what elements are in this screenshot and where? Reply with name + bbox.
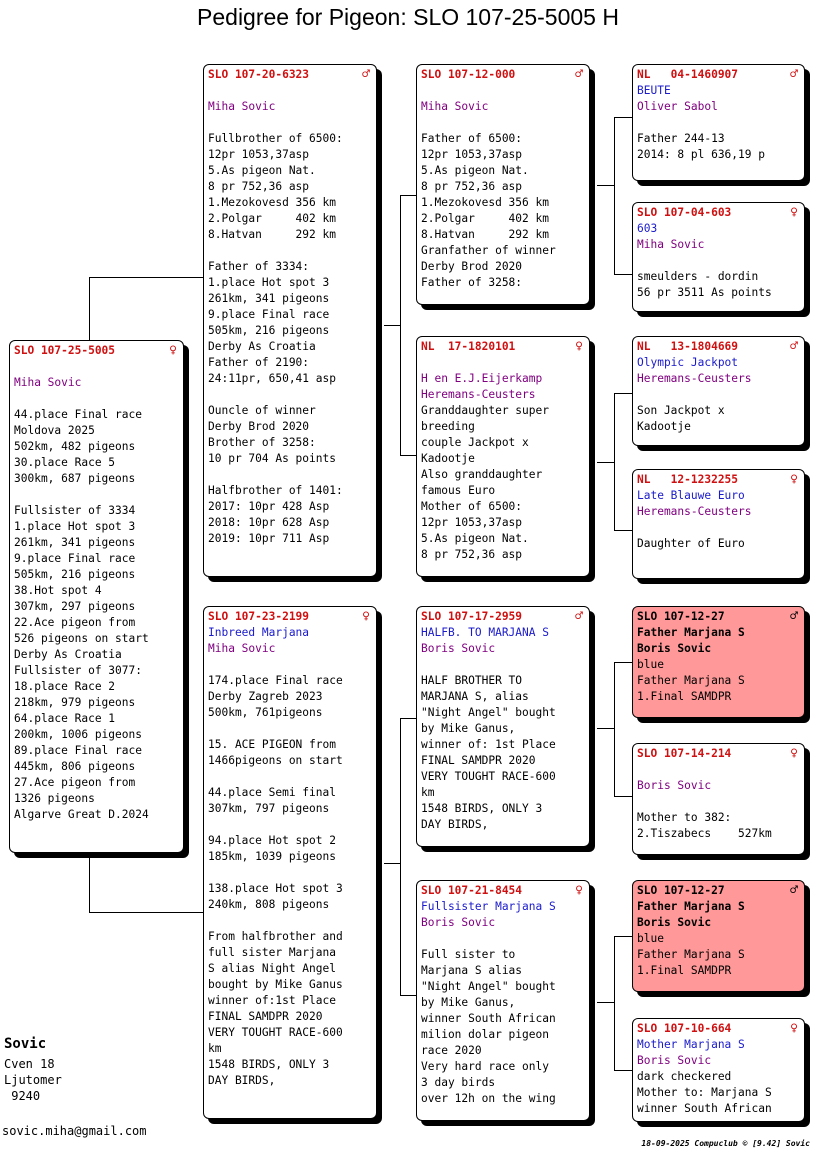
ring-number-text: SLO 107-21-8454 [421,884,523,897]
pigeon-info-line: 5.As pigeon Nat. [421,532,529,545]
pigeon-info-line [208,769,372,785]
male-symbol-icon: ♂ [575,67,583,82]
pigeon-info-line: DAY BIRDS, [208,1074,276,1087]
pigeon-info-line [208,657,372,673]
pigeon-info-line: milion dolar pigeon [421,1028,549,1041]
connector [400,195,401,455]
pigeon-info-line: Father of 3258: [421,276,523,289]
pigeon-info-line: 1.Final SAMDPR [637,690,732,703]
connector [89,853,90,912]
pigeon-info-line [208,865,372,881]
pigeon-info-line: Algarve Great D.2024 [14,808,149,821]
pigeon-info-line [421,115,585,131]
ring-number-text: NL 17-1820101 [421,340,516,353]
pigeon-info-line: Boris Sovic [637,642,712,655]
pigeon-info-line: 8.Hatvan 292 km [208,228,336,241]
pigeon-info-line: blue [637,932,664,945]
pigeon-info-line: Derby As Croatia [14,648,122,661]
pigeon-info-line: 10 pr 704 As points [208,452,336,465]
ring-number [421,609,585,625]
pigeon-info-line: 1.Mezokovesd 356 km [208,196,336,209]
pigeon-card-sire[interactable] [203,64,377,577]
pigeon-info-line: Heremans-Ceusters [637,505,752,518]
ring-number-text: SLO 107-25-5005 [14,344,116,357]
pigeon-info-line [421,83,585,99]
pigeon-info-line: Derby Zagreb 2023 [208,690,323,703]
connector [614,530,633,531]
ring-number-text: SLO 107-23-2199 [208,610,310,623]
pigeon-info-line: 500km, 761pigeons [208,706,323,719]
pigeon-info-line: Heremans-Ceusters [421,388,536,401]
pigeon-card-sire-dam[interactable] [416,336,590,577]
connector [400,718,401,995]
pigeon-info-line: 2.Polgar 402 km [421,212,549,225]
pigeon-info-line: 1.Final SAMDPR [637,964,732,977]
pigeon-info-line: Oliver Sabol [637,100,718,113]
pigeon-info-line: 56 pr 3511 As points [637,286,772,299]
pigeon-info-line: 15. ACE PIGEON from [208,738,336,751]
pigeon-info-line: Boris Sovic [637,916,712,929]
connector [400,455,417,456]
pigeon-info-line: 94.place Hot spot 2 [208,834,336,847]
pigeon-card-dam[interactable] [203,606,377,1119]
pigeon-info-line: Marjana S alias [421,964,523,977]
pigeon-info-line: 218km, 979 pigeons [14,696,136,709]
pigeon-info-line: Father Marjana S [637,674,745,687]
pigeon-info-line: 5.As pigeon Nat. [421,164,529,177]
ring-number [637,746,800,762]
pigeon-info-line [421,931,585,947]
pigeon-info-line: Halfbrother of 1401: [208,484,343,497]
pigeon-info-line: Kadootje [637,420,691,433]
pigeon-info-line: 2014: 8 pl 636,19 p [637,148,765,161]
pigeon-info-line: 12pr 1053,37asp [421,148,523,161]
male-symbol-icon: ♂ [790,339,798,354]
pigeon-info-line: 240km, 808 pigeons [208,898,330,911]
pigeon-info-line: 261km, 341 pigeons [14,536,136,549]
ring-number [637,883,800,899]
pigeon-info-line: Mother to 382: [637,811,732,824]
ring-number-text: SLO 107-04-603 [637,206,732,219]
pigeon-info-line: 1.place Hot spot 3 [14,520,136,533]
pigeon-card-ggp-5[interactable] [632,606,805,718]
pigeon-info-line: Daughter of Euro [637,537,745,550]
pigeon-info-line: MARJANA S, alias [421,690,529,703]
pigeon-info-line: 9.place Final race [14,552,136,565]
pigeon-info-line: DAY BIRDS, [421,818,489,831]
connector [614,1070,633,1071]
connector [614,117,615,274]
ring-number [208,67,372,83]
pigeon-card-ggp-1[interactable] [632,64,805,181]
pigeon-card-ggp-6[interactable] [632,743,805,855]
pigeon-info-line [208,817,372,833]
male-symbol-icon: ♂ [362,67,370,82]
pigeon-info-line: 526 pigeons on start [14,632,149,645]
ring-number [637,205,800,221]
pigeon-info-line: 1548 BIRDS, ONLY 3 [421,802,543,815]
pigeon-info-line: Inbreed Marjana [208,626,310,639]
pigeon-info-line: 1466pigeons on start [208,754,343,767]
connector [614,393,615,530]
pigeon-info-line: 22.Ace pigeon from [14,616,136,629]
pigeon-info-line: 1326 pigeons [14,792,95,805]
ring-number-text: NL 12-1232255 [637,473,739,486]
pigeon-info-line: 8 pr 752,36 asp [421,548,523,561]
pigeon-info-line: 1.Mezokovesd 356 km [421,196,549,209]
pigeon-card-dam-sire[interactable] [416,606,590,847]
pigeon-info-line: 2.Tiszabecs 527km [637,827,772,840]
connector [614,662,615,796]
female-symbol-icon: ♀ [575,339,583,354]
pigeon-info-line: Late Blauwe Euro [637,489,745,502]
pigeon-info-line: 27.Ace pigeon from [14,776,136,789]
ring-number [637,339,800,355]
pigeon-info-line: "Night Angel" bought [421,706,556,719]
ring-number [14,343,179,359]
pigeon-info-line: Kadootje [421,452,475,465]
male-symbol-icon: ♂ [790,67,798,82]
pigeon-info-line: Son Jackpot x [637,404,725,417]
pigeon-info-line: smeulders - dordin [637,270,759,283]
connector [614,662,633,663]
pigeon-info-line: 505km, 216 pigeons [208,324,330,337]
connector [400,718,417,719]
pigeon-card-subject[interactable] [9,340,184,853]
pigeon-info-line [208,243,372,259]
pigeon-info-line: Also granddaughter [421,468,543,481]
ring-number [637,609,800,625]
pigeon-info-line: famous Euro [421,484,496,497]
pigeon-info-line [637,387,800,403]
ring-number-text: SLO 107-14-214 [637,747,732,760]
pigeon-info-line: Miha Sovic [208,100,276,113]
pigeon-card-ggp-3[interactable] [632,336,805,446]
pigeon-info-line: Miha Sovic [208,642,276,655]
pigeon-info-line: Boris Sovic [421,642,496,655]
ring-number [637,472,800,488]
footer-stamp: 18-09-2025 Compuclub © [9.42] Sovic [641,1139,810,1148]
pigeon-info-line: VERY TOUGHT RACE-600 [421,770,556,783]
pigeon-info-line: 174.place Final race [208,674,343,687]
ring-number [421,339,585,355]
pigeon-info-line: winner South African [637,1102,772,1115]
female-symbol-icon: ♀ [575,883,583,898]
pigeon-info-line [208,467,372,483]
connector [614,796,633,797]
pigeon-info-line [637,520,800,536]
ring-number [421,883,585,899]
pigeon-info-line: 261km, 341 pigeons [208,292,330,305]
female-symbol-icon: ♀ [790,472,798,487]
pigeon-info-line: Miha Sovic [14,376,82,389]
ring-number [637,67,800,83]
female-symbol-icon: ♀ [169,343,177,358]
connector [614,936,633,937]
pigeon-info-line: Father Marjana S [637,948,745,961]
pigeon-info-line: dark checkered [637,1070,732,1083]
connector [384,863,400,864]
pigeon-card-ggp-8[interactable] [632,1018,805,1122]
pigeon-info-line: Granddaughter super [421,404,549,417]
connector [614,274,633,275]
pigeon-info-line [208,115,372,131]
ring-number-text: SLO 107-17-2959 [421,610,523,623]
ring-number-text: NL 13-1804669 [637,340,739,353]
pigeon-info-line [14,391,179,407]
pigeon-info-line: 8.Hatvan 292 km [421,228,549,241]
pigeon-info-line: 2019: 10pr 711 Asp [208,532,330,545]
connector [89,277,204,278]
pigeon-info-line: breeding [421,420,475,433]
pigeon-info-line: couple Jackpot x [421,436,529,449]
pigeon-info-line: 1548 BIRDS, ONLY 3 [208,1058,330,1071]
pigeon-info-line: FINAL SAMDPR 2020 [421,754,536,767]
owner-name: Sovic [4,1036,47,1052]
female-symbol-icon: ♀ [362,609,370,624]
pigeon-info-line: 38.Hot spot 4 [14,584,102,597]
pigeon-info-line: Father of 2190: [208,356,310,369]
pigeon-info-line: Mother of 6500: [421,500,523,513]
female-symbol-icon: ♀ [790,746,798,761]
pigeon-info-line: Boris Sovic [637,1054,712,1067]
pigeon-info-line: winner of: 1st Place [421,738,556,751]
pigeon-info-line: 445km, 806 pigeons [14,760,136,773]
pigeon-info-line: 2018: 10pr 628 Asp [208,516,330,529]
pigeon-info-line: 30.place Race 5 [14,456,116,469]
pigeon-info-line: Very hard race only [421,1060,549,1073]
pigeon-info-line: 505km, 216 pigeons [14,568,136,581]
pigeon-info-line: Fullsister Marjana S [421,900,556,913]
ring-number-text: SLO 107-12-000 [421,68,516,81]
connector [614,393,633,394]
connector [597,1002,614,1003]
connector [400,195,417,196]
pigeon-info-line: "Night Angel" bought [421,980,556,993]
pigeon-info-line: Full sister to [421,948,516,961]
pigeon-info-line: bought by Mike Ganus [208,978,343,991]
pigeon-info-line: 9.place Final race [208,308,330,321]
pigeon-info-line: Fullbrother of 6500: [208,132,343,145]
pigeon-info-line: Father 244-13 [637,132,725,145]
pigeon-info-line: 502km, 482 pigeons [14,440,136,453]
pigeon-info-line: winner of:1st Place [208,994,336,1007]
pigeon-info-line: Father of 3334: [208,260,310,273]
pigeon-info-line [14,487,179,503]
pigeon-info-line [208,913,372,929]
pigeon-info-line: Father of 6500: [421,132,523,145]
connector [597,185,614,186]
connector [400,995,417,996]
pigeon-info-line: S alias Night Angel [208,962,336,975]
pigeon-info-line: 8 pr 752,36 asp [208,180,310,193]
pigeon-info-line: Derby Brod 2020 [208,420,310,433]
pigeon-info-line: by Mike Ganus, [421,996,516,1009]
pigeon-info-line: 8 pr 752,36 asp [421,180,523,193]
ring-number-text: NL 04-1460907 [637,68,739,81]
pigeon-info-line: 89.place Final race [14,744,142,757]
pigeon-info-line: Moldova 2025 [14,424,95,437]
pigeon-info-line [208,83,372,99]
male-symbol-icon: ♂ [790,883,798,898]
pigeon-info-line: 300km, 687 pigeons [14,472,136,485]
pigeon-info-line: 2017: 10pr 428 Asp [208,500,330,513]
pigeon-info-line [637,794,800,810]
pigeon-info-line: race 2020 [421,1044,482,1057]
pigeon-info-line: Fullsister of 3077: [14,664,142,677]
pigeon-info-line: 307km, 797 pigeons [208,802,330,815]
pigeon-card-ggp-4[interactable] [632,469,805,579]
male-symbol-icon: ♂ [575,609,583,624]
pigeon-info-line: H en E.J.Eijerkamp [421,372,543,385]
ring-number-text: SLO 107-12-27 [637,884,725,897]
pigeon-info-line: Father Marjana S [637,626,745,639]
pigeon-info-line: Mother Marjana S [637,1038,745,1051]
male-symbol-icon: ♂ [790,609,798,624]
pigeon-info-line [14,359,179,375]
pigeon-info-line: 138.place Hot spot 3 [208,882,343,895]
pigeon-info-line: FINAL SAMDPR 2020 [208,1010,323,1023]
pigeon-info-line: 185km, 1039 pigeons [208,850,336,863]
pigeon-info-line: 12pr 1053,37asp [208,148,310,161]
pigeon-card-dam-dam[interactable] [416,880,590,1121]
pigeon-info-line: 18.place Race 2 [14,680,116,693]
connector [614,117,633,118]
pigeon-info-line: 12pr 1053,37asp [421,516,523,529]
pigeon-info-line: Brother of 3258: [208,436,316,449]
pigeon-info-line: 1.place Hot spot 3 [208,276,330,289]
pigeon-info-line: HALF BROTHER TO [421,674,523,687]
pigeon-info-line: 603 [637,222,658,235]
pigeon-info-line: Olympic Jackpot [637,356,739,369]
owner-address-line: 9240 [4,1089,41,1103]
pigeon-info-line [637,762,800,778]
pigeon-info-line: Derby As Croatia [208,340,316,353]
pigeon-info-line [421,355,585,371]
pigeon-info-line: km [208,1042,222,1055]
pigeon-info-line: Boris Sovic [421,916,496,929]
pigeon-info-line [208,721,372,737]
pigeon-card-sire-sire[interactable] [416,64,590,305]
owner-email[interactable]: sovic.miha@gmail.com [2,1124,147,1138]
pigeon-info-line: From halfbrother and [208,930,343,943]
pigeon-info-line: Father Marjana S [637,900,745,913]
female-symbol-icon: ♀ [790,1021,798,1036]
pigeon-card-ggp-2[interactable] [632,202,805,312]
pigeon-info-line: 44.place Semi final [208,786,336,799]
ring-number-text: SLO 107-10-664 [637,1022,732,1035]
pigeon-info-line [208,387,372,403]
owner-block [4,1036,62,1104]
pigeon-info-line: by Mike Ganus, [421,722,516,735]
pigeon-info-line: winner South African [421,1012,556,1025]
pigeon-info-line: blue [637,658,664,671]
connector [89,912,204,913]
pigeon-info-line [637,115,800,131]
pigeon-info-line [637,253,800,269]
pigeon-info-line: 44.place Final race [14,408,142,421]
pigeon-info-line: Granfather of winner [421,244,556,257]
pigeon-info-line: Miha Sovic [421,100,489,113]
pigeon-info-line: Fullsister of 3334 [14,504,136,517]
pigeon-info-line: full sister Marjana [208,946,336,959]
ring-number-text: SLO 107-20-6323 [208,68,310,81]
pigeon-info-line: 24:11pr, 650,41 asp [208,372,336,385]
connector [89,277,90,342]
pigeon-info-line: over 12h on the wing [421,1092,556,1105]
pigeon-info-line: Heremans-Ceusters [637,372,752,385]
pigeon-info-line [421,657,585,673]
pigeon-info-line: 3 day birds [421,1076,496,1089]
pigeon-card-ggp-7[interactable] [632,880,805,992]
page-title: Pedigree for Pigeon: SLO 107-25-5005 H [197,4,619,30]
ring-number [637,1021,800,1037]
ring-number-text: SLO 107-12-27 [637,610,725,623]
connector [384,325,400,326]
owner-address-line: Cven 18 [4,1057,55,1071]
pigeon-info-line: Derby Brod 2020 [421,260,523,273]
owner-address-line: Ljutomer [4,1073,62,1087]
pigeon-info-line: 5.As pigeon Nat. [208,164,316,177]
pigeon-info-line: VERY TOUGHT RACE-600 [208,1026,343,1039]
connector [597,462,614,463]
pigeon-info-line: Ouncle of winner [208,404,316,417]
ring-number [208,609,372,625]
pigeon-info-line: BEUTE [637,84,671,97]
pigeon-info-line: Mother to: Marjana S [637,1086,772,1099]
pigeon-info-line: HALFB. TO MARJANA S [421,626,549,639]
pigeon-info-line: Boris Sovic [637,779,712,792]
pigeon-info-line: 307km, 297 pigeons [14,600,136,613]
pigeon-info-line: 200km, 1006 pigeons [14,728,142,741]
pigeon-info-line: 2.Polgar 402 km [208,212,336,225]
ring-number [421,67,585,83]
connector [597,728,614,729]
pigeon-info-line: 64.place Race 1 [14,712,116,725]
connector [614,936,615,1070]
pigeon-info-line: km [421,786,435,799]
pigeon-info-line: Miha Sovic [637,238,705,251]
female-symbol-icon: ♀ [790,205,798,220]
